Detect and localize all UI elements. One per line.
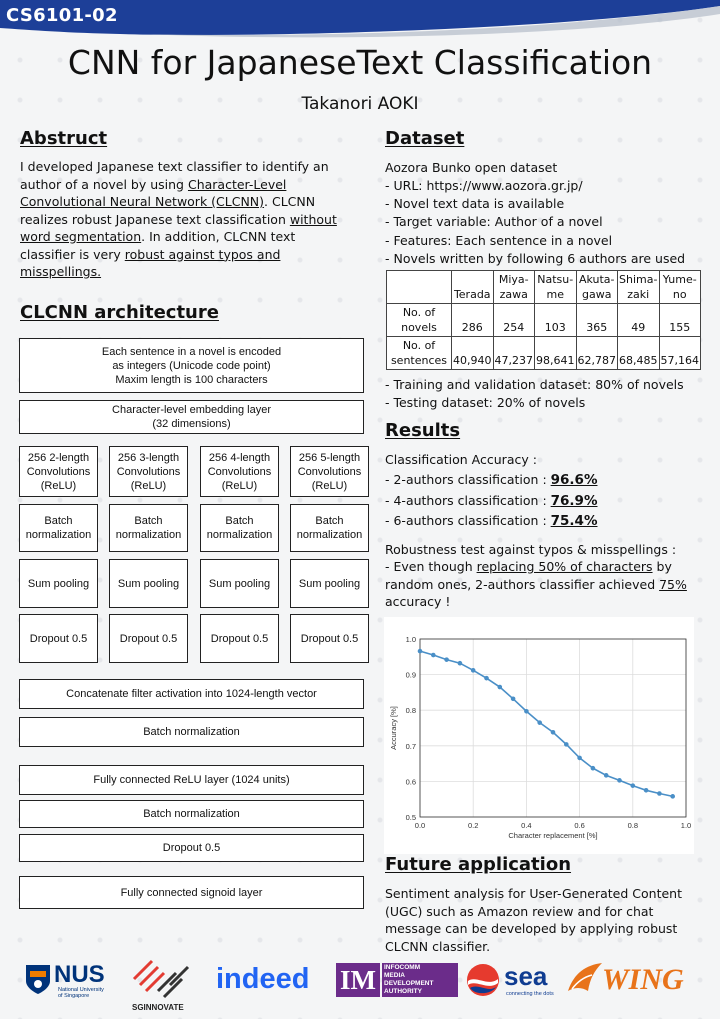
table-cell: 57,164 [659, 337, 701, 370]
accuracy-label: - 6-authors classification : [385, 513, 551, 528]
split-item: - Training and validation dataset: 80% of novels [385, 377, 684, 392]
data-point [524, 709, 529, 714]
chart-background [384, 617, 694, 854]
row-label-cell [387, 337, 452, 370]
accuracy-item [385, 470, 597, 491]
author-name-line: no [672, 288, 687, 301]
dropout-line: Dropout 0.5 [210, 632, 269, 645]
sum-pooling-line: Sum pooling [298, 577, 361, 590]
convolution-line: (ReLU) [221, 479, 258, 492]
sea-subtitle: connecting the dots [506, 991, 554, 997]
convolution-line: (ReLU) [40, 479, 77, 492]
sponsor-logos [0, 955, 720, 1019]
embedding-layer-box [19, 400, 364, 434]
data-point [657, 791, 662, 796]
data-point [591, 766, 596, 771]
y-tick-label: 1.0 [405, 635, 416, 644]
underlined-text: Character-Level Convolutional Neural Network (CLCNN) [20, 176, 287, 209]
author-table [386, 270, 701, 370]
row-label-line: novels [401, 321, 437, 334]
data-point [644, 788, 649, 793]
sum-pooling-box [290, 559, 369, 608]
convolution-box [19, 446, 98, 497]
results-heading: Results [385, 420, 461, 441]
y-tick-label: 0.7 [405, 741, 416, 751]
table-cell: 365 [576, 304, 618, 337]
dataset-bullet: - URL: https://www.aozora.gr.jp/ [385, 178, 583, 193]
dataset-bullet: - Features: Each sentence in a novel [385, 232, 613, 248]
x-axis-label: Character replacement [%] [508, 831, 598, 840]
data-point [458, 661, 463, 666]
sginnovate-mark-icon [128, 955, 200, 1003]
input-encoding-box [19, 338, 364, 393]
text-segment: accuracy ! [385, 594, 451, 609]
nus-wordmark: NUS [54, 961, 105, 988]
batch-norm-box: Batch normalization [19, 800, 364, 828]
author-name-line: zaki [627, 288, 650, 301]
batch-norm-line: normalization [296, 529, 363, 541]
batch-norm-line: Batch [315, 515, 344, 527]
table-cell: 49 [618, 304, 660, 337]
imda-logo [336, 963, 458, 999]
convolution-box [200, 446, 279, 497]
y-tick-label: 0.8 [405, 706, 416, 716]
imda-subtitle-line: INFOCOMM [384, 964, 421, 971]
nus-subtitle [58, 987, 104, 999]
data-point [604, 773, 609, 778]
author-name-line: zawa [499, 288, 528, 301]
dropout-box [109, 614, 188, 663]
batch-norm-line: normalization [25, 529, 92, 541]
dropout-line: Dropout 0.5 [29, 632, 88, 645]
nus-subtitle-line: of Singapore [58, 993, 90, 999]
dataset-intro: Aozora Bunko open dataset [385, 160, 558, 175]
x-tick-label: 0.6 [574, 821, 585, 830]
data-point [551, 730, 556, 735]
imda-subtitle-line: AUTHORITY [384, 988, 422, 995]
split-list [385, 376, 684, 412]
sea-circle-icon [466, 963, 500, 997]
data-point [484, 676, 489, 681]
output-layer-box: Fully connected signoid layer [19, 876, 364, 909]
batch-norm-line: normalization [206, 529, 273, 541]
convolution-line: Convolutions [116, 465, 181, 478]
sginnovate-wordmark: SGINNOVATE [132, 1003, 184, 1012]
accuracy-title: Classification Accuracy : [385, 452, 537, 467]
convolution-line: Convolutions [26, 465, 91, 478]
text-segment: by random ones, 2-authors classifier achieved [385, 559, 672, 592]
author-header-cell [452, 271, 494, 304]
future-text: Sentiment analysis for User-Generated Content (UGC) such as Amazon review and for chat message can be developed by applying robust CLCNN classifier. [385, 886, 682, 954]
underlined-text: without word segmentation [20, 211, 337, 244]
author-name-line: Yume- [662, 273, 697, 286]
y-tick-label: 0.5 [405, 813, 416, 822]
convolution-line: 256 2-length [27, 451, 90, 464]
dropout-box [19, 614, 98, 663]
indeed-logo: indeed [216, 963, 310, 995]
table-cell: 40,940 [452, 337, 494, 370]
table-cell: 47,237 [493, 337, 535, 370]
dropout-box: Dropout 0.5 [19, 834, 364, 862]
table-cell: 155 [659, 304, 701, 337]
text-segment: - Even though [385, 559, 477, 574]
sginnovate-logo [128, 955, 204, 1015]
row-label-line: No. of [402, 306, 436, 319]
dropout-box [200, 614, 279, 663]
concatenate-box: Concatenate filter activation into 1024-length vector [19, 679, 364, 709]
batch-norm-line: Batch [44, 515, 73, 527]
accuracy-value: 96.6% [550, 472, 598, 488]
text-segment: . CLCNN realizes robust Japanese text classification [20, 194, 316, 227]
sum-pooling-box [19, 559, 98, 608]
sum-pooling-line: Sum pooling [27, 577, 90, 590]
table-row [387, 304, 701, 337]
dropout-line: Dropout 0.5 [119, 632, 178, 645]
batch-norm-box: Batch normalization [19, 717, 364, 747]
convolution-line: Convolutions [207, 465, 272, 478]
wing-logo [566, 961, 694, 1005]
poster-author: Takanori AOKI [301, 94, 419, 114]
author-name-line: Akuta- [578, 273, 615, 286]
author-name-line: Terada [453, 288, 491, 301]
embedding-line: (32 dimensions) [152, 418, 231, 430]
abstract-heading: Abstruct [20, 128, 108, 149]
table-cell: 98,641 [535, 337, 577, 370]
underlined-text: replacing 50% of characters [476, 559, 653, 574]
sum-pooling-line: Sum pooling [208, 577, 271, 590]
table-corner-cell [387, 271, 452, 304]
author-header-cell [493, 271, 535, 304]
y-tick-label: 0.6 [405, 777, 416, 787]
author-name-line: Natsu- [537, 273, 574, 286]
convolution-line: 256 3-length [117, 451, 180, 464]
accuracy-value: 75.4% [550, 513, 598, 529]
imda-subtitle-line: DEVELOPMENT [384, 980, 434, 987]
input-line: Maxim length is 100 characters [115, 373, 268, 386]
sum-pooling-box [109, 559, 188, 608]
table-row [387, 337, 701, 370]
y-tick-label: 0.9 [405, 670, 416, 680]
convolution-box [290, 446, 369, 497]
batch-norm-line: Batch [134, 515, 163, 527]
accuracy-list [385, 470, 597, 532]
convolution-line: 256 4-length [208, 451, 271, 464]
nus-subtitle-line: National University [58, 987, 104, 993]
data-point [537, 720, 542, 725]
text-segment: I developed Japanese text classifier to identify an author of a novel by using [20, 159, 329, 192]
batch-norm-box [109, 504, 188, 552]
nus-crest-icon [24, 963, 52, 995]
dropout-box [290, 614, 369, 663]
table-cell: 68,485 [618, 337, 660, 370]
header-banner [0, 0, 720, 40]
dataset-bullet: - Target variable: Author of a novel [385, 214, 603, 230]
y-axis-label: Accuracy [%] [389, 706, 398, 750]
author-name-line: Shima- [619, 273, 658, 286]
dataset-bullet: - Novels written by following 6 authors are used [385, 250, 686, 266]
convolution-line: Convolutions [297, 465, 362, 478]
row-label-line: sentences [390, 354, 448, 367]
data-point [471, 668, 476, 673]
accuracy-label: - 2-authors classification : [385, 472, 551, 487]
x-tick-label: 0.4 [521, 821, 532, 830]
accuracy-chart [384, 617, 694, 854]
data-point [577, 756, 582, 761]
fully-connected-relu-box: Fully connected ReLU layer (1024 units) [19, 765, 364, 795]
data-point [564, 742, 569, 747]
author-name-line: me [546, 288, 564, 301]
convolution-line: 256 5-length [298, 451, 361, 464]
row-label-line: No. of [402, 339, 436, 352]
robustness-title: Robustness test against typos & misspellings : [385, 542, 677, 557]
batch-norm-line: normalization [115, 529, 182, 541]
underlined-text: 75% [659, 576, 687, 592]
imda-mark: IM [336, 963, 380, 997]
convolution-line: (ReLU) [130, 479, 167, 492]
wing-wordmark: WING [602, 963, 684, 996]
course-code: CS6101-02 [6, 5, 118, 26]
convolution-line: (ReLU) [311, 479, 348, 492]
data-point [418, 649, 423, 654]
x-tick-label: 1.0 [680, 821, 692, 830]
split-item: - Testing dataset: 20% of novels [385, 395, 586, 411]
imda-subtitle [382, 963, 458, 997]
embedding-line: Character-level embedding layer [112, 404, 271, 416]
table-cell: 254 [493, 304, 535, 337]
author-name-line: Miya- [498, 273, 529, 286]
batch-norm-box [19, 504, 98, 552]
abstract-text [20, 158, 345, 281]
table-cell: 103 [535, 304, 577, 337]
x-tick-label: 0.8 [627, 821, 639, 830]
author-header-cell [618, 271, 660, 304]
sea-wordmark: sea [504, 961, 548, 991]
table-cell: 62,787 [576, 337, 618, 370]
author-header-cell [659, 271, 701, 304]
text-segment: . In addition, CLCNN text classifier is very [20, 229, 296, 262]
table-cell: 286 [452, 304, 494, 337]
input-line: as integers (Unicode code point) [112, 359, 271, 372]
sea-logo [466, 961, 556, 1005]
data-point [617, 778, 622, 783]
data-point [498, 685, 503, 690]
accuracy-label: - 4-authors classification : [385, 492, 551, 508]
x-tick-label: 0.2 [467, 821, 479, 830]
author-header-cell [535, 271, 577, 304]
batch-norm-box [200, 504, 279, 552]
data-point [631, 783, 636, 788]
accuracy-item [385, 511, 597, 532]
dropout-line: Dropout 0.5 [300, 632, 359, 645]
row-label-cell [387, 304, 452, 337]
future-heading: Future application [385, 854, 572, 875]
nus-logo [24, 961, 114, 1005]
input-line: Each sentence in a novel is encoded [101, 345, 282, 358]
wing-bird-icon [566, 961, 604, 999]
batch-norm-line: Batch [225, 515, 254, 527]
convolution-box [109, 446, 188, 497]
data-point [431, 653, 436, 658]
architecture-heading: CLCNN architecture [20, 302, 219, 323]
dataset-bullets [385, 177, 685, 268]
x-tick-label: 0.0 [414, 821, 426, 830]
batch-norm-box [290, 504, 369, 552]
robustness-text [385, 558, 695, 611]
data-point [511, 697, 516, 702]
dataset-bullet: - Novel text data is available [385, 196, 565, 212]
author-name-line: gawa [582, 288, 612, 301]
data-point [444, 657, 449, 662]
accuracy-value: 76.9% [550, 492, 598, 509]
table-header-row [387, 271, 701, 304]
dataset-heading: Dataset [385, 128, 465, 149]
imda-subtitle-line: MEDIA [384, 972, 405, 979]
sum-pooling-box [200, 559, 279, 608]
sum-pooling-line: Sum pooling [117, 577, 180, 590]
author-header-cell [576, 271, 618, 304]
chart-svg [384, 617, 694, 854]
underlined-text: robust against typos and misspellings. [20, 246, 281, 279]
poster-title: CNN for JapaneseText Classification [67, 43, 653, 82]
accuracy-item [385, 491, 597, 512]
data-point [670, 794, 675, 799]
